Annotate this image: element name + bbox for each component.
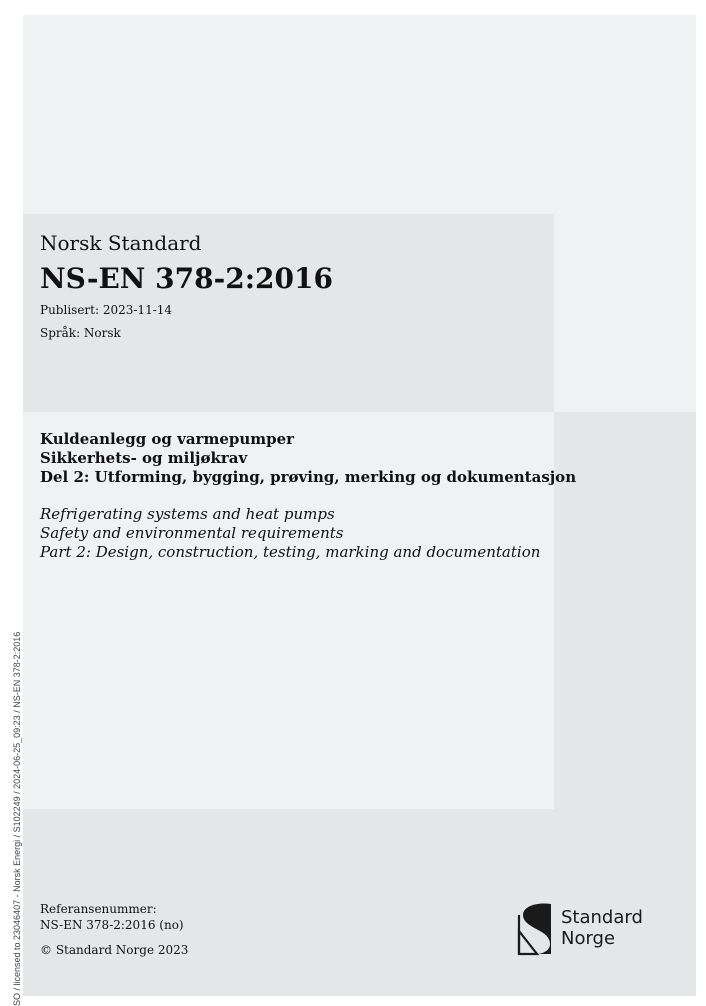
- norwegian-title: [40, 430, 576, 487]
- copyright-notice: © Standard Norge 2023: [40, 943, 189, 957]
- logo-text-norge: Norge: [561, 928, 616, 949]
- title-side-panel: [554, 214, 696, 412]
- reference-label: Referansenummer:: [40, 902, 157, 916]
- english-title: [40, 505, 540, 562]
- reference-block: [40, 901, 184, 933]
- published-date: Publisert: 2023-11-14: [40, 303, 173, 317]
- norwegian-title-line: Del 2: Utforming, bygging, prøving, merking og dokumentasjon: [40, 468, 577, 486]
- standard-norge-logo: [517, 901, 657, 957]
- license-watermark: SO / licensed to 23046407 - Norsk Energi / S102249 / 2024-06-25_09:23 / NS-EN 378-2:2016: [12, 631, 22, 1006]
- english-title-line: Refrigerating systems and heat pumps: [40, 505, 335, 523]
- top-panel: [23, 15, 696, 214]
- document-language: Språk: Norsk: [40, 326, 121, 340]
- standard-series: Norsk Standard: [40, 231, 202, 255]
- logo-text-standard: Standard: [561, 907, 643, 928]
- standard-norge-logo-mark-icon: [517, 901, 555, 957]
- norwegian-title-line: Sikkerhets- og miljøkrav: [40, 449, 248, 467]
- standard-designation: NS-EN 378-2:2016: [40, 262, 333, 295]
- reference-number: NS-EN 378-2:2016 (no): [40, 918, 184, 932]
- norwegian-title-line: Kuldeanlegg og varmepumper: [40, 430, 295, 448]
- english-title-line: Part 2: Design, construction, testing, marking and documentation: [40, 543, 541, 561]
- english-title-line: Safety and environmental requirements: [40, 524, 344, 542]
